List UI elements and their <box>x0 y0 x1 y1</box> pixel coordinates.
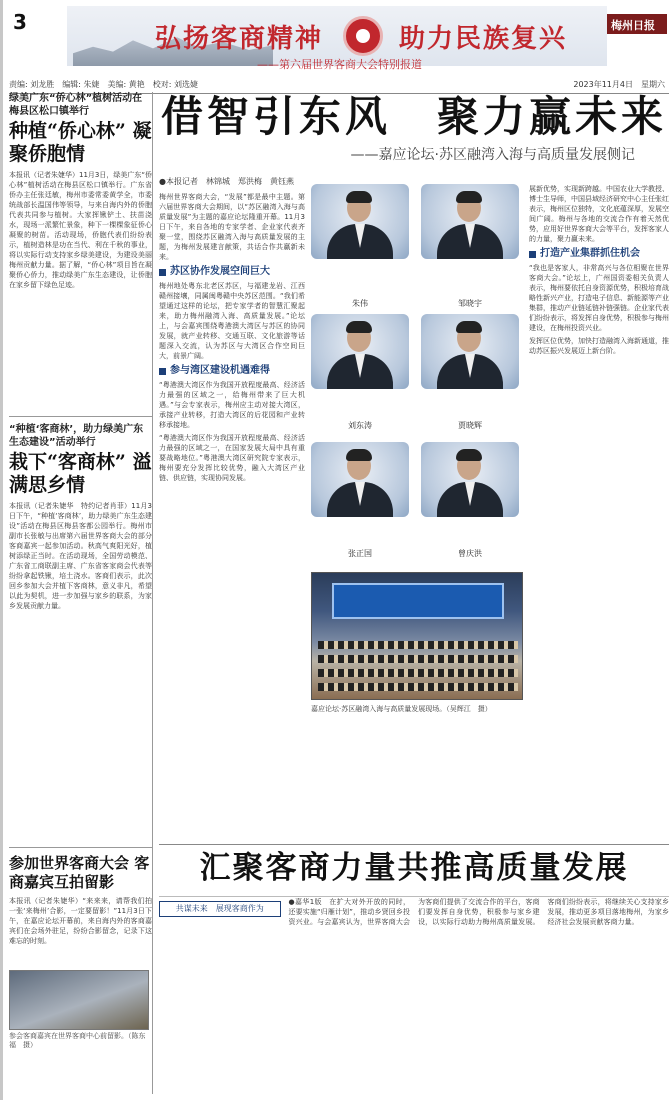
speaker-portrait <box>311 184 409 259</box>
divider <box>9 847 152 848</box>
special-report-subtitle: ——第六届世界客商大会特别报道 <box>257 58 422 71</box>
story1-body: 本报讯（记者朱婕华）11月3日，绿美广东“侨心林”植树活动在梅县区松口镇举行。广东省侨办主任张廷敏，梅州市委常委黄学全，市委统战部长温国伟等领导，与来自海内外的侨胞代表共同参与植树。大家挥锹铲土、扶苗浇水，现场一派繁忙景象，种下一棵棵象征侨心凝聚的树苗。活动现场，侨胞代表们纷纷表示，植树造林是功在当代、利在千秋的事业，将以实际行动支持家乡绿美建设，为建设美丽梅州贡献力量。据了解，“侨心林”项目旨在凝聚侨心侨力，推动绿美广东生态建设，让侨胞在家乡留下绿色足迹。 <box>9 171 152 289</box>
conference-emblem-icon <box>343 16 383 56</box>
story3-body: 本报讯（记者朱婕华）“来来来，请帮我们拍一张‘来梅州’合影，一定要留影！”11月3日下午，在嘉应论坛开幕前，来自海内外的客商嘉宾们在会场外驻足，纷纷合影留念，记录下这难忘的时刻。 <box>9 897 152 945</box>
forum-stage <box>332 583 504 619</box>
venue-photo-caption: 嘉应论坛·苏区融湾入海与高质量发展现场。（吴辉江 摄） <box>311 705 492 713</box>
speaker-name: 张正国 <box>348 549 372 558</box>
section-body: “粤港澳大湾区作为我国开放程度最高、经济活力最强的区域之一，给梅州带来了巨大机遇。”与会专家表示，梅州应主动对接大湾区，承接产业转移，打造大湾区的后花园和产业转移承接地。 <box>159 381 305 429</box>
forum-venue-photo <box>311 572 523 700</box>
speaker-name: 贾晓辉 <box>458 421 482 430</box>
column3-intro: 展新优势，实现新跨越。中国农业大学教授、博士生导师，中国县域经济研究中心主任张红表示，梅州区位独特，文化底蕴深厚，发展空间广阔。梅州与各地的交流合作有着天然优势，应用好世界客商大会等平台，发挥客家人的力量，聚力赢未来。 <box>529 185 669 243</box>
speaker-name: 邹晓宇 <box>458 299 482 308</box>
speaker-portrait <box>311 314 409 389</box>
staff-credits: 责编: 刘龙胜 编辑: 朱婕 美编: 黄艳 校对: 刘选婕 <box>9 80 198 89</box>
speaker-portrait <box>421 314 519 389</box>
group-photo <box>9 970 149 1030</box>
group-photo-caption: 参会客商嘉宾在世界客商中心前留影。（陈东福 摄） <box>9 1032 146 1049</box>
section-heading-1 <box>159 267 305 277</box>
main-story <box>159 92 669 842</box>
section-body-continued: “粤港澳大湾区作为我国开放程度最高、经济活力最强的区域之一，在国家发展大局中具有重要战略地位。”粤港澳大湾区研究院专家表示，梅州要充分发挥比较优势，融入大湾区产业链、供应链，实现协同发展。 <box>159 434 305 482</box>
page-number: 3 <box>13 10 27 34</box>
section-title: 参与湾区建设机遇难得 <box>170 365 270 376</box>
newspaper-brand: 梅州日报 <box>607 14 667 34</box>
story3-headline: 参加世界客商大会 客商嘉宾互拍留影 <box>9 854 150 891</box>
story2-body: 本报讯（记者朱婕华 特约记者肖菲）11月3日下午，“种植‘客商林’，助力绿美广东生态建设”活动在梅县区梅县客都公园举行。梅州市副市长张敏与出席第六届世界客商大会的部分客商嘉宾一起参加活动。秋高气爽阳光好，植树添绿正当时。在活动现场，全国劳动模范、广东省工商联副主席、广东省客家商会代表等纷纷拿起铁锹，培土浇水。客商们表示，此次回乡参加大会并植下客商林，意义非凡，希望以此为契机，进一步加强与家乡的联系，为家乡发展贡献力量。 <box>9 502 152 610</box>
speaker-name: 曾庆洪 <box>458 549 482 558</box>
speaker-portrait <box>311 442 409 517</box>
section-heading-2 <box>159 366 305 376</box>
story1-kicker: 绿美广东“侨心林”植树活动在梅县区松口镇举行 <box>9 93 143 117</box>
slogan-left: 弘扬客商精神 <box>155 24 324 54</box>
section-marker-icon <box>159 368 166 375</box>
main-column-3 <box>529 184 669 832</box>
section-marker-icon <box>159 269 166 276</box>
speaker-name: 刘东涛 <box>348 421 372 430</box>
divider <box>9 416 152 417</box>
section-body: “我也是客家人，非常高兴与各位相聚在世界客商大会。”论坛上，广州国资委相关负责人表示，梅州要依托自身资源优势，积极培育战略性新兴产业，打造电子信息、新能源等产业集群，推动产业链延链补链强链。企业家代表们纷纷表示，将发挥自身优势，积极参与梅州建设，在梅州投资兴业。 <box>529 264 669 332</box>
feature-headline: 汇聚客商力量共推高质量发展 <box>159 844 669 887</box>
slogan-right: 助力民族复兴 <box>399 24 568 54</box>
speaker-portrait <box>421 184 519 259</box>
masthead <box>7 4 671 76</box>
section-title: 打造产业集群抓住机会 <box>540 248 640 259</box>
feature-story <box>159 896 669 1093</box>
speaker-name: 朱伟 <box>352 299 368 308</box>
section-title: 苏区协作发展空间巨大 <box>170 266 270 277</box>
main-subheadline: ——嘉应论坛·苏区融湾入海与高质量发展侧记 <box>350 147 635 163</box>
feature-subheading: 共谋未来 展现客商作为 <box>159 901 281 917</box>
left-column <box>9 92 153 1094</box>
speaker-portrait <box>421 442 519 517</box>
section-marker-icon <box>529 251 536 258</box>
main-byline: ●本报记者 林锦城 郑洪梅 黄钰燕 <box>159 177 294 186</box>
section-body: 梅州地处粤东北老区苏区，与福建龙岩、江西赣州接壤，同属闽粤赣中央苏区范围。“我们希望通过这样的论坛，把专家学者的智慧汇聚起来，助力梅州融湾入海、高质量发展。”论坛上，与会嘉宾围绕粤港澳大湾区与苏区的协同发展，就产业转移、交通互联、文化旅游等话题深入交流，认为苏区与大湾区合作空间巨大，前景广阔。 <box>159 282 305 360</box>
story2-headline: 栽下“客商林” 溢满思乡情 <box>9 451 152 496</box>
section-body-continued: 发挥区位优势，加快打造融湾入海新通道，推动苏区振兴发展迈上新台阶。 <box>529 337 669 355</box>
main-column-1 <box>159 192 305 832</box>
feature-text: ●嘉华1版 在扩大对外开放的同时，还要实施“归雁计划”，推动乡贤回乡投资兴业。与会嘉宾认为，世界客商大会为客商们提供了交流合作的平台，客商们要发挥自身优势，积极参与家乡建设，以实际行动助力梅州高质量发展。客商们纷纷表示，将继续关心支持家乡发展，推动更多项目落地梅州，为家乡经济社会发展贡献客商力量。 <box>288 898 669 926</box>
main-intro: 梅州世界客商大会，“发展”都是最中主题。第六届世界客商大会期间，以“苏区融湾入海与高质量发展”为主题的嘉应论坛隆重开幕。11月3日下午，来自各地的专家学者、企业家代表齐聚一堂，围绕苏区融湾入海与高质量发展的主题，为梅州发展建言献策，共话合作共赢新未来。 <box>159 193 305 261</box>
section-heading-3 <box>529 249 669 259</box>
feature-body <box>159 897 669 1093</box>
main-headline: 借智引东风 聚力赢未来 <box>160 92 667 141</box>
story2-kicker: “种植‘客商林’，助力绿美广东生态建设”活动举行 <box>9 424 144 448</box>
story1-headline: 种植“侨心林” 凝聚侨胞情 <box>9 120 152 165</box>
issue-date: 2023年11月4日 星期六 <box>573 80 665 89</box>
